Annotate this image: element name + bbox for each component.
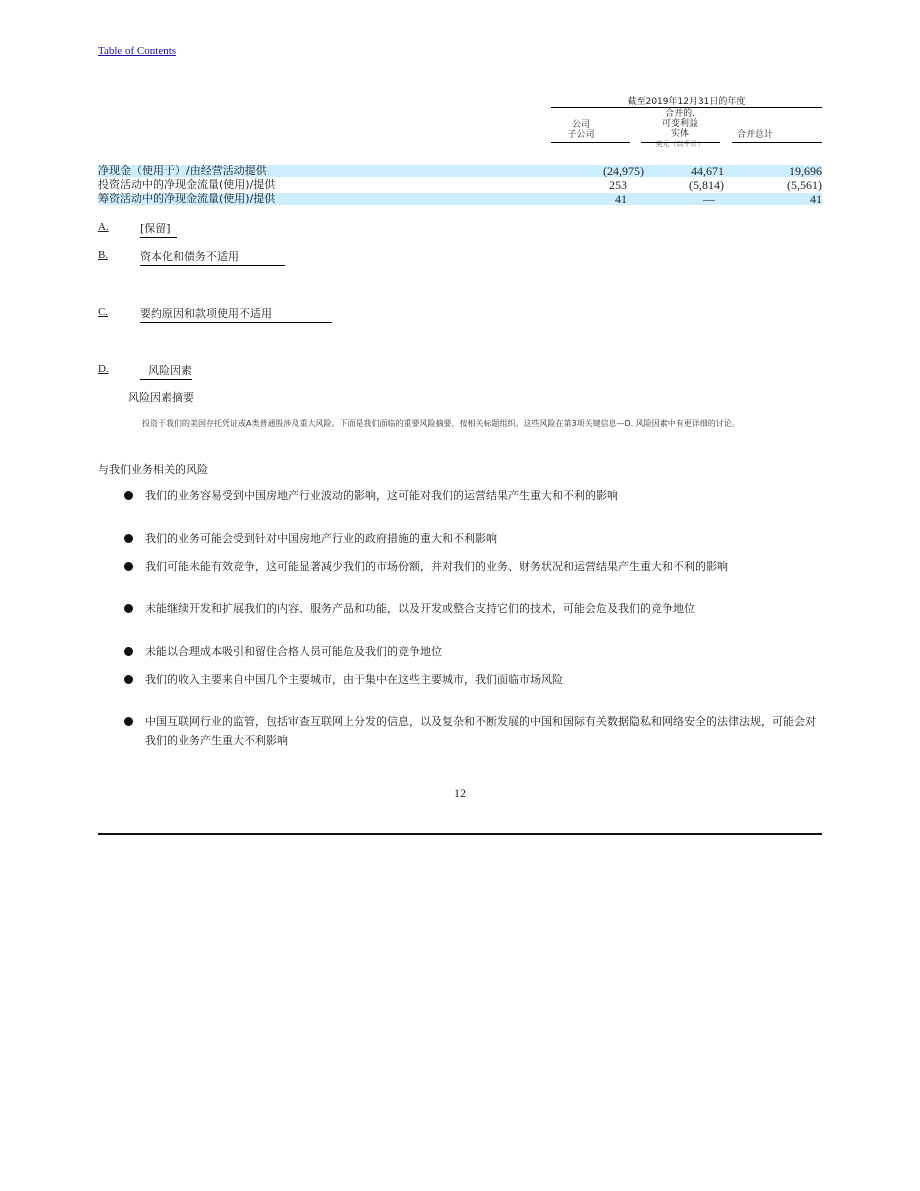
table-row [98, 193, 822, 205]
section-letter: A. [98, 221, 109, 233]
header-rule-top [551, 107, 822, 108]
section-d [98, 362, 192, 377]
table-of-contents-link[interactable]: Table of Contents [98, 45, 177, 57]
table-row [98, 165, 822, 177]
section-letter: B. [98, 249, 109, 261]
bullet-text: 未能以合理成本吸引和留住合格人员可能危及我们的竞争地位 [145, 645, 442, 658]
bullet-icon [124, 604, 133, 613]
bullet-icon [124, 717, 133, 726]
cell-total: 41 [810, 192, 822, 206]
col-total-header: 合并总计 [736, 130, 773, 140]
cell-vie: 44,671 [691, 164, 724, 178]
cell-vie: (5,814) [689, 178, 724, 192]
bullet-icon [124, 534, 133, 543]
bullet-text: 中国互联网行业的监管，包括审查互联网上分发的信息，以及复杂和不断发展的中国和国际有关数据隐私和网络安全的法律法规，可能会对我们的业务产生重大不利影响 [145, 715, 816, 747]
cell-total: (5,561) [787, 178, 822, 192]
section-b [98, 248, 239, 263]
section-c [98, 305, 272, 320]
row-label: 净现金（使用于）/由经营活动提供 [98, 164, 267, 177]
bottom-divider [98, 833, 822, 835]
period-header: 截至2019年12月31日的年度 [627, 97, 746, 107]
cell-parent: 253 [609, 178, 627, 192]
bullet-icon [124, 491, 133, 500]
bullet-text: 我们的收入主要来自中国几个主要城市，由于集中在这些主要城市，我们面临市场风险 [145, 673, 563, 686]
risk-summary-paragraph: 投资于我们的美国存托凭证或A类普通股涉及重大风险。下面是我们面临的重要风险摘要，按相关标题组织。这些风险在第3项关键信息—D. 风险因素中有更详细的讨论。 [142, 419, 740, 428]
bullet-icon [124, 562, 133, 571]
page-number: 12 [454, 786, 466, 800]
unit-label: 美元（以千计） [655, 140, 705, 148]
cell-parent: (24,975) [603, 164, 644, 178]
row-label: 筹资活动中的净现金流量(使用)/提供 [98, 192, 276, 205]
col-parent-header: 公司 子公司 [567, 120, 595, 140]
section-title: 风险因素 [140, 362, 192, 380]
bullet-text: 我们的业务容易受到中国房地产行业波动的影响，这可能对我们的运营结果产生重大和不利的影响 [145, 489, 618, 502]
bullet-icon [124, 675, 133, 684]
cell-vie: — [703, 192, 715, 206]
col-vie-rule [641, 142, 720, 143]
section-title: [保留] [140, 220, 177, 238]
bullet-text: 我们的业务可能会受到针对中国房地产行业的政府措施的重大和不利影响 [145, 532, 497, 545]
section-letter: D. [98, 363, 109, 375]
section-title: 要约原因和款项使用不适用 [140, 305, 332, 323]
section-letter: C. [98, 306, 109, 318]
bullet-text: 未能继续开发和扩展我们的内容、服务产品和功能，以及开发或整合支持它们的技术，可能会危及我们的竞争地位 [145, 602, 695, 615]
table-row [98, 179, 822, 191]
bullet-text: 我们可能未能有效竞争，这可能显著减少我们的市场份额，并对我们的业务、财务状况和运营结果产生重大和不利的影响 [145, 560, 728, 573]
bullet-icon [124, 647, 133, 656]
business-risks-heading: 与我们业务相关的风险 [98, 463, 208, 476]
risk-summary-heading: 风险因素摘要 [128, 391, 194, 404]
col-vie-header: 合并的. 可变利益 实体 美元（以千计） [640, 109, 720, 149]
section-title: 资本化和债务不适用 [140, 248, 285, 266]
cell-parent: 41 [615, 192, 627, 206]
row-label: 投资活动中的净现金流量(使用)/提供 [98, 178, 276, 191]
section-a [98, 220, 171, 235]
cell-total: 19,696 [789, 164, 822, 178]
col-total-rule [732, 142, 822, 143]
col-parent-rule [551, 142, 630, 143]
